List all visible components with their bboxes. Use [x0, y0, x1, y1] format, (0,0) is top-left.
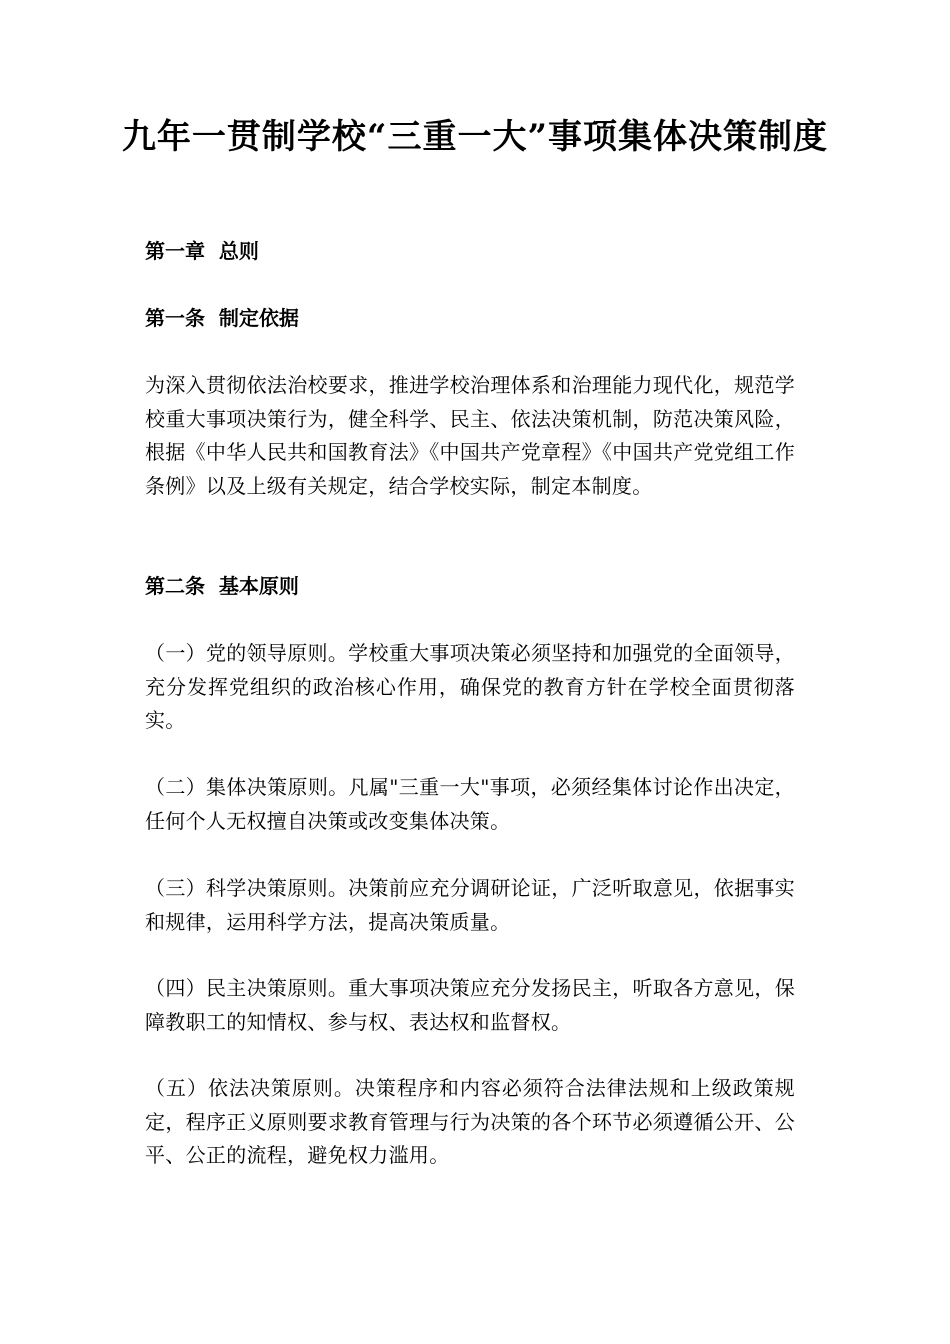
chapter-heading: 第一章 总则	[145, 239, 259, 263]
article2-heading: 第二条 基本原则	[145, 574, 299, 598]
principle-paragraph: （二）集体决策原则。凡属"三重一大"事项，必须经集体讨论作出决定，任何个人无权擅自决策或改变集体决策。	[145, 775, 795, 833]
principle-paragraph: （五）依法决策原则。决策程序和内容必须符合法律法规和上级政策规定，程序正义原则要求教育管理与行为决策的各个环节必须遵循公开、公平、公正的流程，避免权力滥用。	[145, 1076, 795, 1167]
document-title: 九年一贯制学校“三重一大”事项集体决策制度	[121, 117, 829, 157]
principle-paragraph: （三）科学决策原则。决策前应充分调研论证，广泛听取意见，依据事实和规律，运用科学方法，提高决策质量。	[145, 876, 795, 934]
article1-heading: 第一条 制定依据	[145, 306, 299, 330]
principle-paragraph: （四）民主决策原则。重大事项决策应充分发扬民主，听取各方意见，保障教职工的知情权、参与权、表达权和监督权。	[145, 976, 795, 1034]
article1-body: 为深入贯彻依法治校要求，推进学校治理体系和治理能力现代化，规范学校重大事项决策行为，健全科学、民主、依法决策机制，防范决策风险，根据《中华人民共和国教育法》《中国共产党章程》《中国共产党党组工作条例》以及上级有关规定，结合学校实际，制定本制度。	[145, 373, 795, 498]
principle-paragraph: （一）党的领导原则。学校重大事项决策必须坚持和加强党的全面领导，充分发挥党组织的政治核心作用，确保党的教育方针在学校全面贯彻落实。	[145, 641, 795, 732]
